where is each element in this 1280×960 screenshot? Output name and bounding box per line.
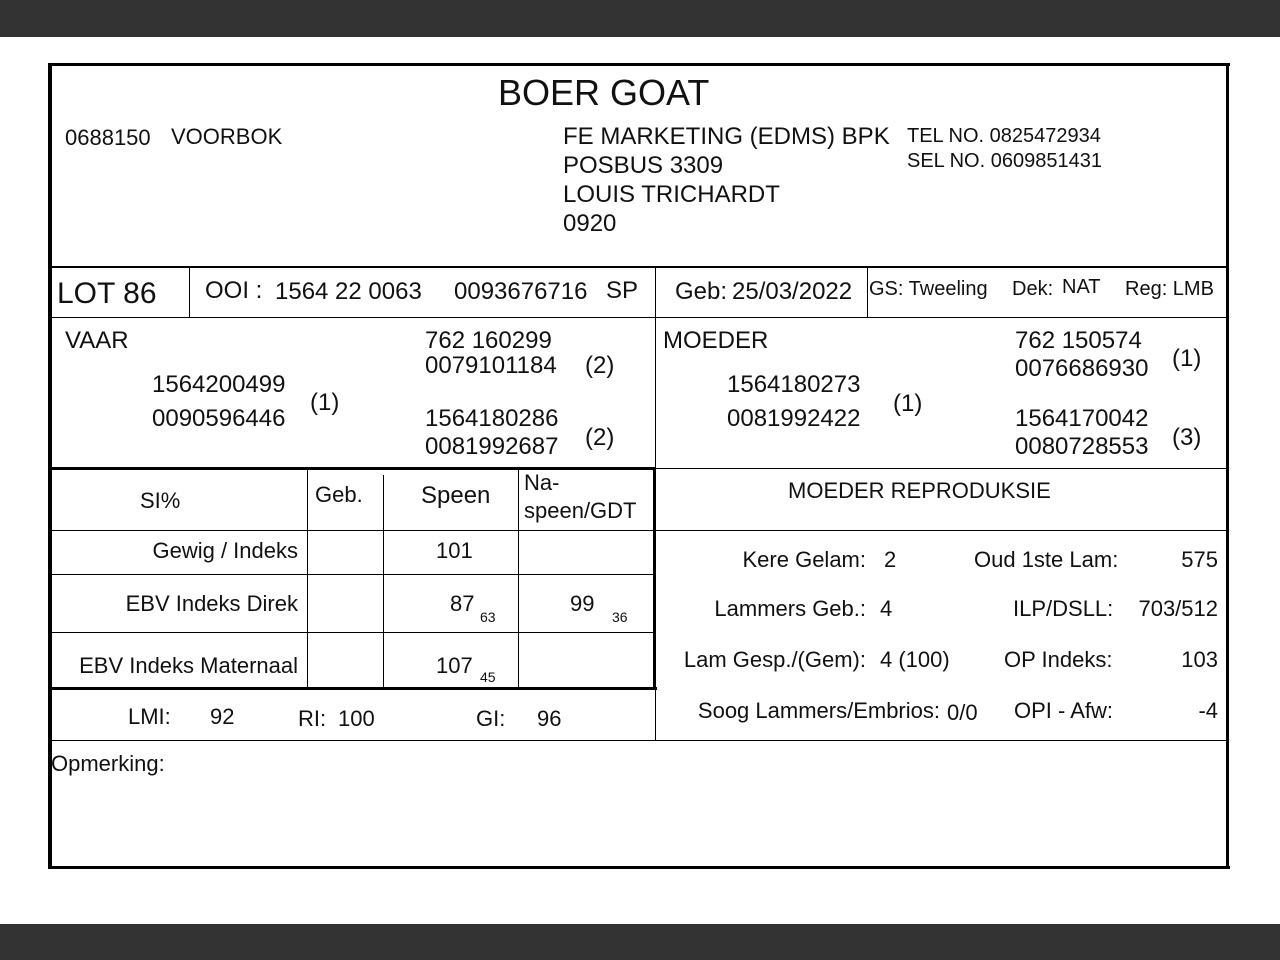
card-border-right [1226,63,1229,869]
lmi-label: LMI: [128,704,171,729]
vline-si-speen [518,468,519,688]
card-title: BOER GOAT [498,72,710,113]
si-row-label: EBV Indeks Maternaal [79,653,298,678]
si-row-speen: 101 [436,538,473,563]
si-header: SI% [140,488,181,513]
lammers-value: 4 [880,596,893,621]
geb-label: Geb: [675,278,728,305]
reg-value: Reg: LMB [1125,278,1214,300]
si-row-label: EBV Indeks Direk [125,591,298,616]
ooi-id: 0093676716 [454,278,588,305]
opi-label: OPI - Afw: [1014,698,1114,723]
rule-si-bottom [50,687,657,690]
rule-repro-top [655,468,1228,469]
rule-opmerking [50,740,1228,741]
rule-si-top [50,467,655,470]
si-row-naspeen-sub: 36 [612,609,628,625]
gs-value: GS: Tweeling [869,278,988,300]
animal-name: VOORBOK [171,124,283,149]
moeder-parent-reg: 0081992422 [727,405,861,432]
seller-postcode: 0920 [563,210,617,237]
top-bar [0,0,1280,37]
moeder-gp2-reg: 0080728553 [1015,433,1149,460]
moeder-gp1-id: 762 150574 [1015,327,1142,354]
moeder-gp1-reg: 0076686930 [1015,355,1149,382]
si-row-speen: 87 [450,591,475,616]
rule-si-header [50,530,1228,531]
vline-si-right [653,468,656,690]
lammers-label: Lammers Geb.: [714,596,866,621]
vaar-gp1-reg: 0079101184 [425,352,557,379]
moeder-gp2-count: (3) [1172,424,1202,451]
rule-si-row2 [50,632,655,633]
rule-si-row1 [50,574,655,575]
kere-value: 2 [884,547,897,572]
vaar-gp2-count: (2) [585,424,615,451]
oud-label: Oud 1ste Lam: [974,547,1119,572]
lmi-value: 92 [210,704,235,729]
seller-address-1: POSBUS 3309 [563,152,724,179]
si-row-speen-sub: 45 [480,669,496,685]
vaar-gp2-reg: 0081992687 [425,433,559,460]
vline-geb [867,267,868,318]
animal-id: 0688150 [65,125,151,150]
si-row-label: Gewig / Indeks [152,538,298,563]
rule-lot-top [50,266,1228,268]
vaar-gp1-id: 762 160299 [425,327,552,354]
vline-si-label [307,468,308,688]
soog-label: Soog Lammers/Embrios: [697,698,940,723]
lot-number: LOT 86 [57,277,157,310]
si-header-geb: Geb. [315,482,363,507]
bottom-bar [0,924,1280,960]
kere-label: Kere Gelam: [742,547,866,572]
op-label: OP Indeks: [1004,647,1113,672]
oud-value: 575 [1181,547,1218,572]
seller-tel: TEL NO. 0825472934 [907,125,1101,147]
geb-date: 25/03/2022 [732,278,853,305]
soog-value: 0/0 [947,700,978,725]
si-row-naspeen: 99 [570,591,595,616]
ooi-label: OOI : [205,277,263,304]
seller-sel: SEL NO. 0609851431 [907,150,1102,172]
ri-value: 100 [338,706,375,731]
dek-label: Dek: [1012,278,1054,300]
vaar-gp1-count: (2) [585,352,615,379]
vaar-gp2-id: 1564180286 [425,405,559,432]
opi-value: -4 [1198,698,1218,723]
card-border-bottom [48,866,1230,869]
vaar-parent-reg: 0090596446 [152,405,286,432]
ooi-code: SP [606,277,639,304]
moeder-gp1-count: (1) [1172,345,1202,372]
ilp-label: ILP/DSLL: [1013,596,1114,621]
vaar-parent-id: 1564200499 [152,371,286,398]
repro-title: MOEDER REPRODUKSIE [788,478,1051,503]
gi-label: GI: [476,706,506,731]
gesp-value: 4 (100) [880,647,950,672]
vline-si-geb [383,475,384,688]
si-header-naspeen-2: speen/GDT [524,498,637,523]
si-header-naspeen-1: Na- [524,470,560,495]
vaar-parent-count: (1) [310,389,340,416]
gesp-label: Lam Gesp./(Gem): [683,647,866,672]
card-border-top [48,63,1230,66]
si-header-speen: Speen [421,482,491,509]
seller-address-2: LOUIS TRICHARDT [563,181,780,208]
rule-lot-bottom [50,317,1228,318]
card-border-left [48,63,52,869]
ilp-value: 703/512 [1138,596,1218,621]
moeder-parent-count: (1) [893,390,923,417]
vline-lot [189,267,190,318]
moeder-parent-id: 1564180273 [727,371,861,398]
seller-name: FE MARKETING (EDMS) BPK [563,123,890,150]
moeder-label: MOEDER [663,327,769,354]
opmerking-label: Opmerking: [51,751,165,776]
si-row-speen: 107 [436,653,473,678]
ri-label: RI: [298,706,327,731]
moeder-gp2-id: 1564170042 [1015,405,1149,432]
gi-value: 96 [537,706,562,731]
si-row-speen-sub: 63 [480,609,496,625]
ooi-number: 1564 22 0063 [275,278,422,305]
dek-value: NAT [1062,276,1101,298]
vaar-label: VAAR [65,327,129,354]
op-value: 103 [1181,647,1218,672]
